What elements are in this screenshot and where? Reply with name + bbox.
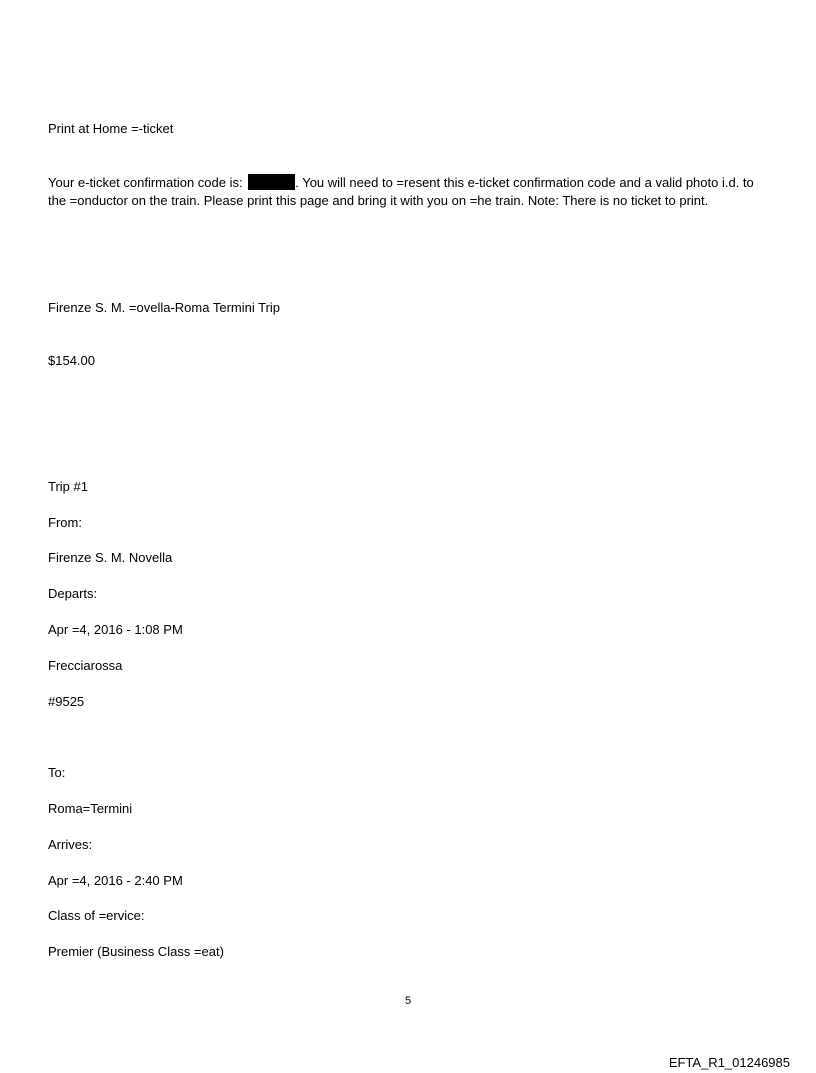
class-value: Premier (Business Class =eat) bbox=[48, 944, 224, 959]
page-title: Print at Home =-ticket bbox=[48, 121, 174, 136]
bates-number: EFTA_R1_01246985 bbox=[668, 1055, 790, 1070]
train-number: #9525 bbox=[48, 694, 85, 709]
trip-number: Trip #1 bbox=[48, 479, 88, 494]
arrives-value: Apr =4, 2016 - 2:40 PM bbox=[48, 873, 183, 888]
departs-label: Departs: bbox=[48, 586, 98, 601]
to-label: To: bbox=[48, 765, 66, 780]
trip-price: $154.00 bbox=[48, 353, 95, 368]
page-number: 5 bbox=[404, 995, 412, 1007]
confirmation-paragraph bbox=[48, 174, 760, 210]
departs-value: Apr =4, 2016 - 1:08 PM bbox=[48, 622, 183, 637]
trip-name: Firenze S. M. =ovella-Roma Termini Trip bbox=[48, 300, 281, 315]
to-value: Roma=Termini bbox=[48, 801, 133, 816]
class-label: Class of =ervice: bbox=[48, 908, 145, 923]
from-value: Firenze S. M. Novella bbox=[48, 550, 173, 565]
confirmation-text-start: Your e-ticket confirmation code is: bbox=[48, 175, 247, 190]
train-type: Frecciarossa bbox=[48, 658, 123, 673]
confirmation-text-end: . You will need to =resent this e-ticket confirmation code and a valid photo i.d. to the =onductor on the train. Please print this page and bring it with you on =he train. Note: There is no ticket to print. bbox=[48, 175, 754, 208]
arrives-label: Arrives: bbox=[48, 837, 93, 852]
redaction-box bbox=[248, 174, 295, 190]
from-label: From: bbox=[48, 515, 82, 530]
